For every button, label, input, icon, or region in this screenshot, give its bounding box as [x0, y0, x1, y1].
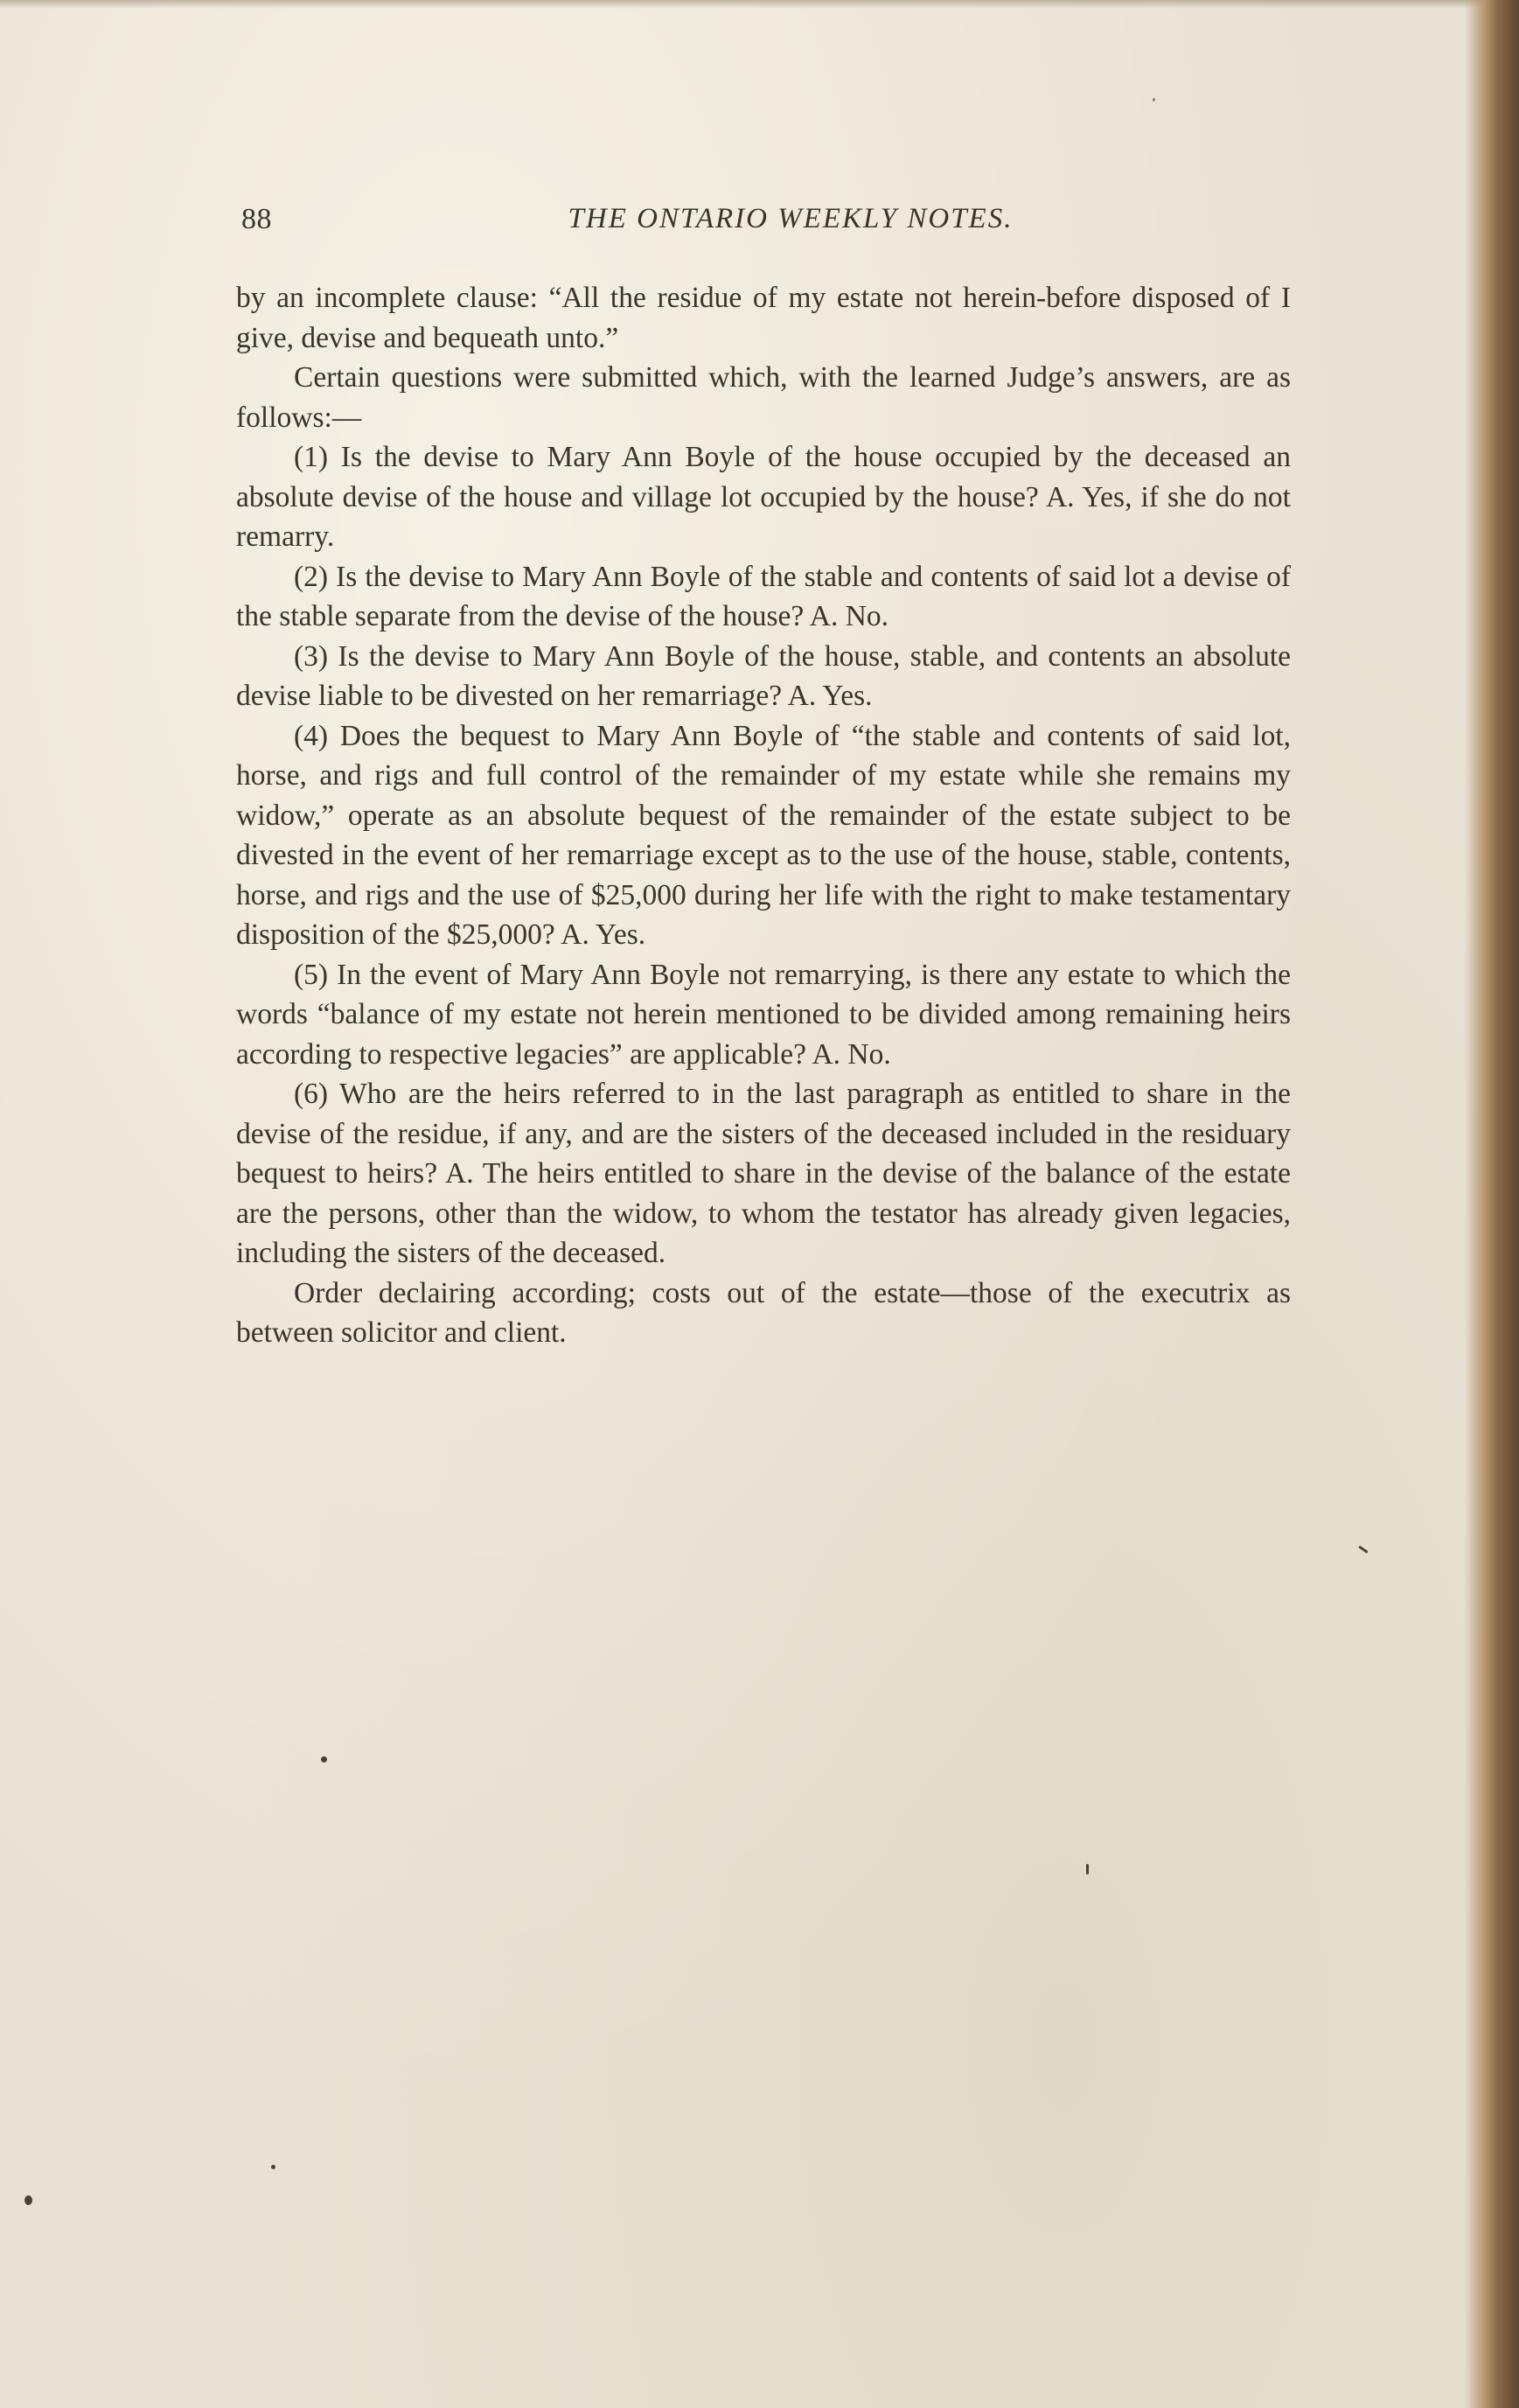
page-header — [241, 203, 1291, 241]
paragraph-question-2: (2) Is the devise to Mary Ann Boyle of the stable and contents of said lot a devise of the stable separate from the devise of the house? A. No. — [236, 560, 1291, 632]
paragraph-question-1: (1) Is the devise to Mary Ann Boyle of the house occupied by the deceased an absolute devise of the house and village lot occupied by the house? A. Yes, if she do not remarry. — [236, 441, 1291, 553]
paragraph-continuation: by an incomplete clause: “All the residue of my estate not herein-before disposed of I give, devise and bequeath unto.” — [236, 282, 1291, 354]
body-text — [236, 278, 1291, 1353]
page-top-shadow — [0, 0, 1519, 9]
paper-speck — [271, 2165, 275, 2169]
paper-speck — [1086, 1864, 1089, 1874]
running-title: THE ONTARIO WEEKLY NOTES. — [568, 203, 1014, 234]
page-number: 88 — [241, 203, 272, 235]
paragraph-question-5: (5) In the event of Mary Ann Boyle not remarrying, is there any estate to which the words “balance of my estate not herein mentioned to be divided among remaining heirs according to respective legacies” are applicable? A. No. — [236, 958, 1291, 1071]
paragraph-question-6: (6) Who are the heirs referred to in the last paragraph as entitled to share in the devise of the residue, if any, and are the sisters of the deceased included in the residuary bequest to heirs? A. The heirs entitled to share in the devise of the balance of the estate are the persons, other than the widow, to whom the testator has already given legacies, including the sisters of the deceased. — [236, 1078, 1291, 1269]
paragraph-question-3: (3) Is the devise to Mary Ann Boyle of the house, stable, and contents an absolute devise liable to be divested on her remarriage? A. Yes. — [236, 639, 1291, 712]
page-binding-edge — [1465, 0, 1519, 2408]
paragraph-question-4: (4) Does the bequest to Mary Ann Boyle of “the stable and contents of said lot, horse, and rigs and full control of the remainder of my estate while she remains my widow,” operate as an absolute bequest of the remainder of the estate subject to be divested in the event of her remarriage except as to the use of the house, stable, contents, horse, and rigs and the use of $25,000 during her life with the right to make testamentary disposition of the $25,000? A. Yes. — [236, 719, 1291, 951]
paper-speck — [1153, 98, 1155, 101]
paragraph-order: Order declairing according; costs out of the estate—those of the executrix as between solicitor and client. — [236, 1276, 1291, 1349]
paragraph-questions-intro: Certain questions were submitted which, with the learned Judge’s answers, are as follows:— — [236, 361, 1291, 434]
paper-speck — [321, 1756, 327, 1762]
paper-speck — [24, 2195, 32, 2205]
paper-speck — [1358, 1546, 1369, 1553]
